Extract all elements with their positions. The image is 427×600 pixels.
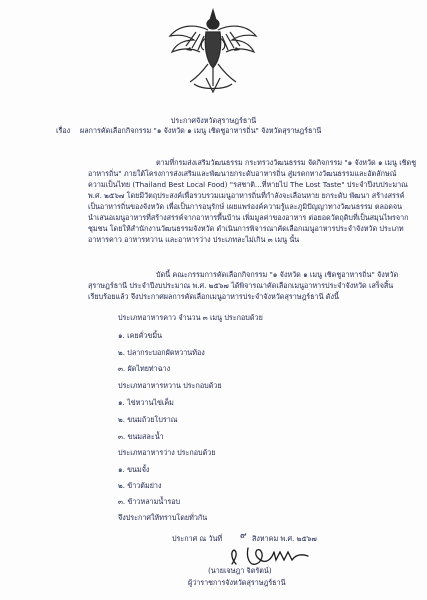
date-day: ๙ [240,531,247,541]
list-heading: ประเภทอาหารหวาน ประกอบด้วย [118,381,222,390]
p2-line: เรียบร้อยแล้ว จึงประกาศผลการคัดเลือกเมนูอาหารประจำจังหวัดสุราษฎร์ธานี ดังนี้ [88,292,339,301]
list-item: ๒. ปลากระบอกผัดหวานท้อง [118,348,205,357]
p1-line: อาหารคาว อาหารหวาน และอาหารว่าง ประเภทละไม่เกิน ๓ เมนู นั้น [88,235,300,244]
list-item: ๒. ข้าวต้มย่าง [118,481,162,490]
p1-line: พ.ศ. ๒๕๖๗ โดยมีวัตถุประสงค์เพื่อรวบรวมเมนูอาหารถิ่นที่กำลังจะเลือนหาย ยกระดับ พัฒนา สร้างสรรค์ [88,191,405,200]
closing-text: จึงประกาศให้ทราบโดยทั่วกัน [118,513,208,522]
list-item: ๒. ขนมถ้วยโบราณ [118,415,178,424]
subject-label: เรื่อง [56,126,71,135]
p2-line: บัดนี้ คณะกรรมการคัดเลือกกิจกรรม "๑ จังหวัด ๑ เมนู เชิดชูอาหารถิ่น" จังหวัด [156,270,399,279]
subject-text: ผลการคัดเลือกกิจกรรม "๑ จังหวัด ๑ เมนู เชิดชูอาหารถิ่น" จังหวัดสุราษฎร์ธานี [80,126,322,135]
p1-line: ความเป็นไทย (Thailand Best Local Food) "รสชาติ...ที่หายไป The Lost Taste" ประจำปีงบประมาณ [88,180,408,189]
p2-line: สุราษฎร์ธานี ประจำปีงบประมาณ พ.ศ. ๒๕๖๗ ได้พิจารณาคัดเลือกเมนูอาหารประจำจังหวัด เสร็จสิ้น [88,281,394,290]
p1-line: ตามที่กรมส่งเสริมวัฒนธรรม กระทรวงวัฒนธรรม จัดกิจกรรม "๑ จังหวัด ๑ เมนู เชิดชู [156,158,417,167]
date-month-year: สิงหาคม พ.ศ. ๒๕๖๗ [252,534,317,543]
p1-line: อาหารถิ่น" ภายใต้โครงการส่งเสริมและพัฒนายกระดับอาหารถิ่น สู่มรดกทางวัฒนธรรมและอัตลักษณ์ [88,169,397,178]
garuda-emblem-icon [166,6,260,96]
list-item: ๓. ข้าวหลามน้ำรอบ [118,497,181,506]
list-item: ๑. ไข่หวานไข่เค็ม [118,398,174,407]
list-item: ๑. ขนมจั้ง [118,465,150,474]
list-item: ๓. ผัดไทยท่าฉาง [118,364,171,373]
p1-line: นำเสนอเมนูอาหารที่สร้างสรรค์จากอาหารพื้นบ้าน เพิ่มมูลค่าของอาหาร ต่อยอดวัตถุดิบที่เป็นสมุนไพรจาก [88,213,409,222]
list-heading: ประเภทอาหารว่าง ประกอบด้วย [118,448,216,457]
list-item: ๓. ขนมสละน้ำ [118,432,164,441]
date-prefix: ประกาศ ณ วันที่ [172,534,223,543]
p1-line: ชุมชน โดยให้สำนักงานวัฒนธรรมจังหวัด ดำเนินการพิจารณาคัดเลือกเมนูอาหารประจำจังหวัด ประเภท [88,224,404,233]
list-heading: ประเภทอาหารคาว จำนวน ๓ เมนู ประกอบด้วย [118,313,263,322]
document-org: ประกาศจังหวัดสุราษฎร์ธานี [170,116,257,125]
signer-title: ผู้ว่าราชการจังหวัดสุราษฎร์ธานี [188,578,286,587]
signer-name: (นายเจษฎา จิตรัตน์) [208,566,272,575]
p1-line: เป็นอาหารถิ่นของจังหวัด เพื่อเป็นการอนุรักษ์ เผยแพร่องค์ความรู้และภูมิปัญญาทางวัฒนธรรม ตลอดจน [88,202,403,211]
list-item: ๑. เคยคั่วขมิ้น [118,331,163,340]
